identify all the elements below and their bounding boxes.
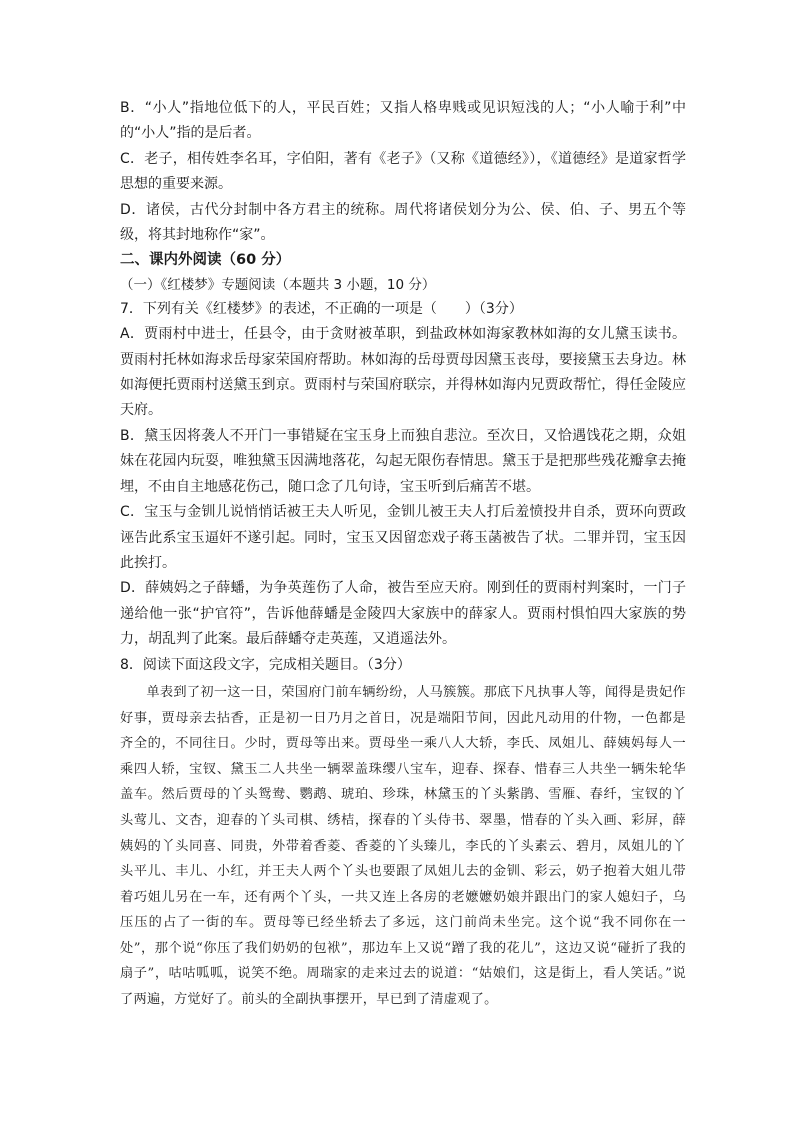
section-2-subsection: （一）《红楼梦》专题阅读（本题共 3 小题，10 分）	[120, 276, 436, 293]
question-7-stem: 7．下列有关《红楼梦》的表述，不正确的一项是（ ）（3分）	[120, 300, 523, 317]
item-c-option: C．老子，相传姓李名耳，字伯阳，著有《老子》（又称《道德经》），《道德经》是道家哲学思想的重要来源。	[120, 150, 686, 193]
page-content	[120, 96, 686, 1026]
question-8-stem: 8．阅读下面这段文字，完成相关题目。（3分）	[120, 656, 411, 673]
question-7-option-c: C．宝玉与金钏儿说悄悄话被王夫人听见，金钏儿被王夫人打后羞愤投井自杀，贾环向贾政诬告此系宝玉逼奸不遂引起。同时，宝玉又因留恋戏子蒋玉菡被告了状。二罪并罚，宝玉因此挨打。	[120, 504, 686, 571]
section-2-title: 二、课内外阅读（60 分）	[120, 252, 291, 269]
question-7-option-b: B．黛玉因将袭人不开门一事错疑在宝玉身上而独自悲泣。至次日，又恰遇饯花之期，众姐妹在花园内玩耍，唯独黛玉因满地落花，勾起无限伤春情思。黛玉于是把那些残花瓣拿去掩埋，不由自主地感花伤己，随口念了几句诗，宝玉听到后痛苦不堪。	[120, 427, 686, 495]
question-7-option-d: D．薛姨妈之子薛蟠，为争英莲伤了人命，被告至应天府。刚到任的贾雨村判案时，一门子递给他一张“护官符”，告诉他薛蟠是金陵四大家族中的薛家人。贾雨村惧怕四大家族的势力，胡乱判了此案。最后薛蟠夺走英莲，又逍遥法外。	[120, 580, 686, 648]
question-7-option-a: A．贾雨村中进士，任县令，由于贪财被革职，到盐政林如海家教林如海的女儿黛玉读书。贾雨村托林如海求岳母家荣国府帮助。林如海的岳母贾母因黛玉丧母，要接黛玉去身边。林如海便托贾雨村送黛玉到京。贾雨村与荣国府联宗，并得林如海内兄贾政帮忙，得任金陵应天府。	[120, 326, 686, 419]
item-b-option: B．“小人”指地位低下的人，平民百姓；又指人格卑贱或见识短浅的人；“小人喻于利”中的“小人”指的是后者。	[120, 100, 686, 142]
question-8-passage: 单表到了初一这一日，荣国府门前车辆纷纷，人马簇簇。那底下凡执事人等，闻得是贵妃作好事，贾母亲去拈香，正是初一日乃月之首日，况是端阳节间，因此凡动用的什物，一色都是齐全的，不同往日。少时，贾母等出来。贾母坐一乘八人大轿，李氏、凤姐儿、薛姨妈每人一乘四人轿，宝钗、黛玉二人共坐一辆翠盖珠缨八宝车，迎春、探春、惜春三人共坐一辆朱轮华盖车。然后贾母的丫头鸳鸯、鹦鹉、琥珀、珍珠，林黛玉的丫头紫鹃、雪雁、春纤，宝钗的丫头莺儿、文杏，迎春的丫头司棋、绣桔，探春的丫头侍书、翠墨，惜春的丫头入画、彩屏，薛姨妈的丫头同喜、同贵，外带着香菱、香菱的丫头臻儿，李氏的丫头素云、碧月，凤姐儿的丫头平儿、丰儿、小红，并王夫人两个丫头也要跟了凤姐儿去的金钏、彩云，奶子抱着大姐儿带着巧姐儿另在一车，还有两个丫头，一共又连上各房的老嬷嬷奶娘并跟出门的家人媳妇子，乌压压的占了一街的车。贾母等已经坐轿去了多远，这门前尚未坐完。这个说“我不同你在一处”，那个说“你压了我们奶奶的包袱”，那边车上又说“蹭了我的花儿”，这边又说“碰折了我的扇子”，咕咕呱呱，说笑不绝。周瑞家的走来过去的说道：“姑娘们，这是街上，看人笑话。”说了两遍，方觉好了。前头的全副执事摆开，早已到了清虚观了。	[120, 684, 686, 1008]
item-d-option: D．诸侯，古代分封制中各方君主的统称。周代将诸侯划分为公、侯、伯、子、男五个等级，将其封地称作“家”。	[120, 201, 686, 244]
